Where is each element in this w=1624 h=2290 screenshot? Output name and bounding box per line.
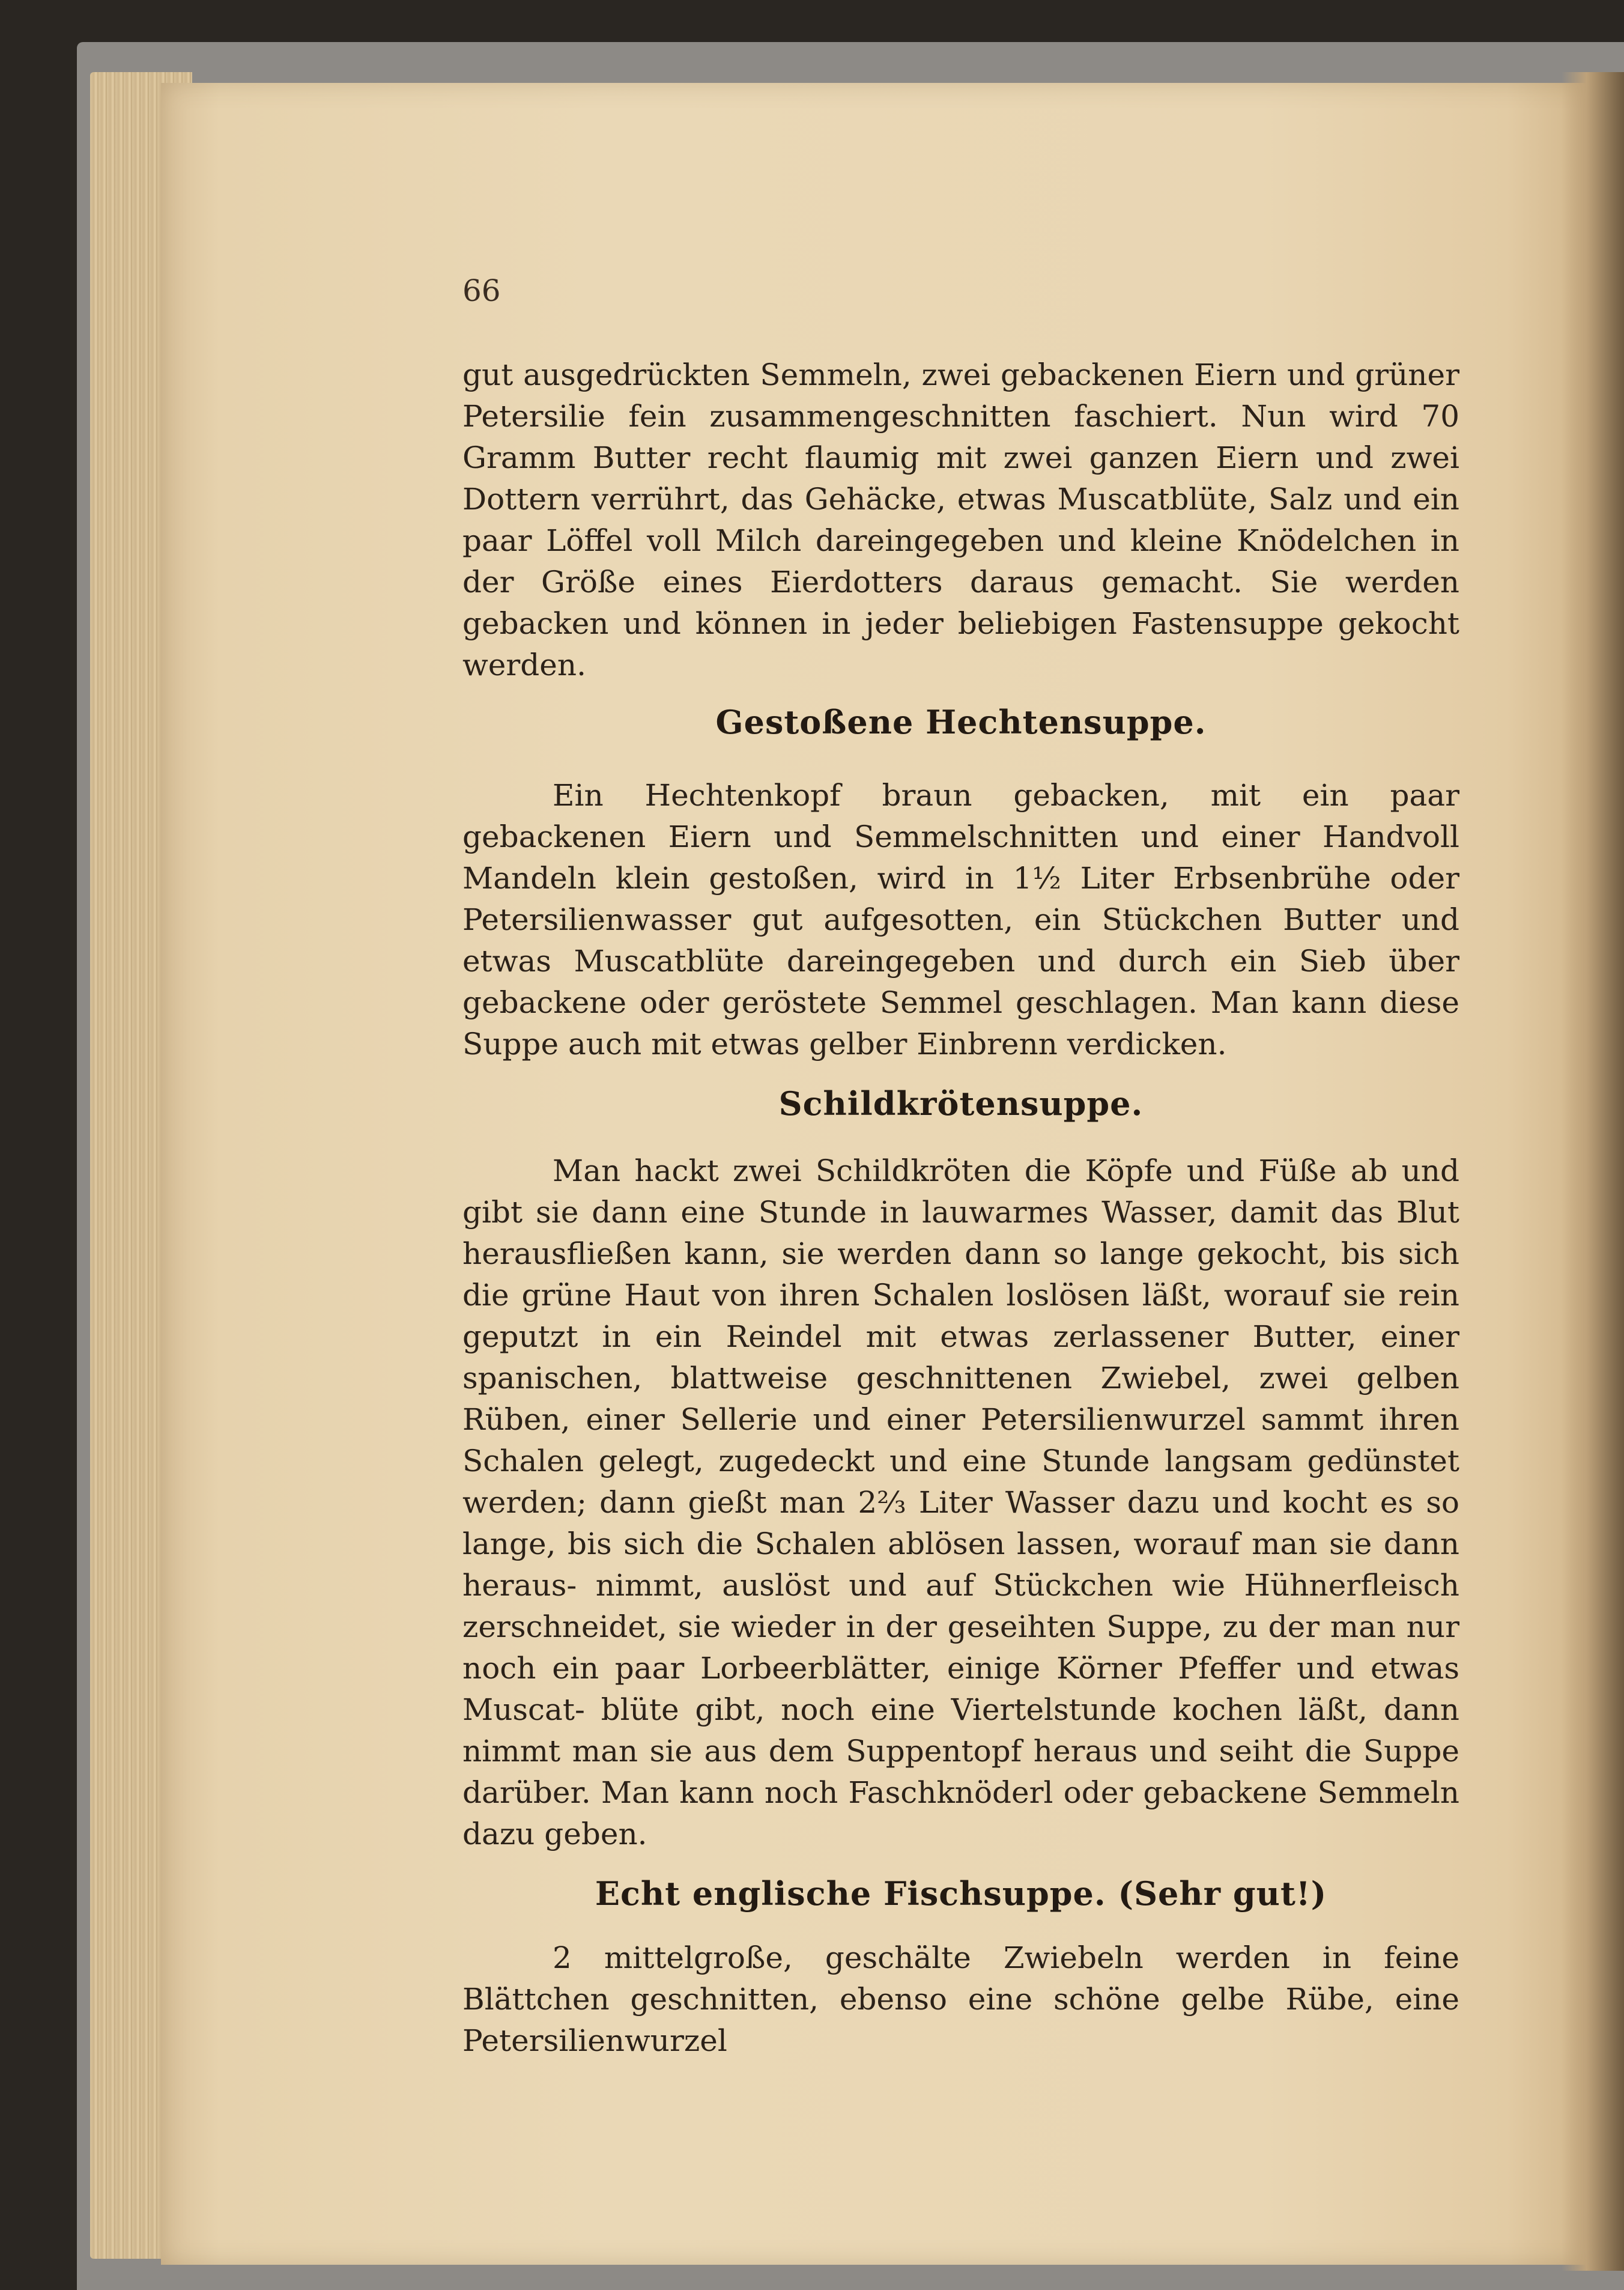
paragraph-hechtensuppe: Ein Hechtenkopf braun gebacken, mit ein paar gebackenen Eiern und Semmelschnitten und einer Handvoll Mandeln klein gestoßen, wird in 1½ Liter Erbsenbrühe oder Petersilienwasser gut aufgesotten, ein Stückchen Butter und etwas Muscatblüte dareingegeben und durch ein Sieb über gebackene oder geröstete Semmel geschlagen. Man kann diese Suppe auch mit etwas gelber Einbrenn verdicken. (462, 778, 1459, 1061)
heading-fischsuppe: Echt englische Fischsuppe. (Sehr gut!) (595, 1874, 1327, 1913)
paragraph-intro: gut ausgedrückten Semmeln, zwei gebackenen Eiern und grüner Petersilie fein zusammengeschnitten faschiert. Nun wird 70 Gramm Butter recht flaumig mit zwei ganzen Eiern und zwei Dottern verrührt, das Gehäcke, etwas Muscatblüte, Salz und ein paar Löffel voll Milch dareingegeben und kleine Knödelchen in der Größe eines Eierdotters daraus gemacht. Sie werden gebacken und können in jeder beliebigen Fastensuppe gekocht werden. (462, 357, 1459, 682)
page-number: 66 (462, 273, 501, 308)
heading-hechtensuppe: Gestoßene Hechtensuppe. (715, 703, 1207, 741)
page-gutter-shadow (1562, 72, 1624, 2271)
paragraph-fischsuppe: 2 mittelgroße, geschälte Zwiebeln werden in feine Blättchen geschnitten, ebenso eine schöne gelbe Rübe, eine Petersilienwurzel (462, 1940, 1459, 2058)
paragraph-schildkroetensuppe: Man hackt zwei Schildkröten die Köpfe und Füße ab und gibt sie dann eine Stunde in lauwarmes Wasser, damit das Blut herausfließen kann, sie werden dann so lange gekocht, bis sich die grüne Haut von ihren Schalen loslösen läßt, worauf sie rein geputzt in ein Reindel mit etwas zerlassener Butter, einer spanischen, blattweise geschnittenen Zwiebel, zwei gelben Rüben, einer Sellerie und einer Petersilienwurzel sammt ihren Schalen gelegt, zugedeckt und eine Stunde langsam gedünstet werden; dann gießt man 2⅔ Liter Wasser dazu und kocht es so lange, bis sich die Schalen ablösen lassen, worauf man sie dann heraus- nimmt, auslöst und auf Stückchen wie Hühnerfleisch zerschneidet, sie wieder in der geseihten Suppe, zu der man nur noch ein paar Lorbeerblätter, einige Körner Pfeffer und etwas Muscat- blüte gibt, noch eine Viertelstunde kochen läßt, dann nimmt man sie aus dem Suppentopf heraus und seiht die Suppe darüber. Man kann noch Faschknöderl oder gebackene Semmeln dazu geben. (462, 1153, 1459, 1851)
heading-schildkroetensuppe: Schildkrötensuppe. (778, 1084, 1144, 1123)
